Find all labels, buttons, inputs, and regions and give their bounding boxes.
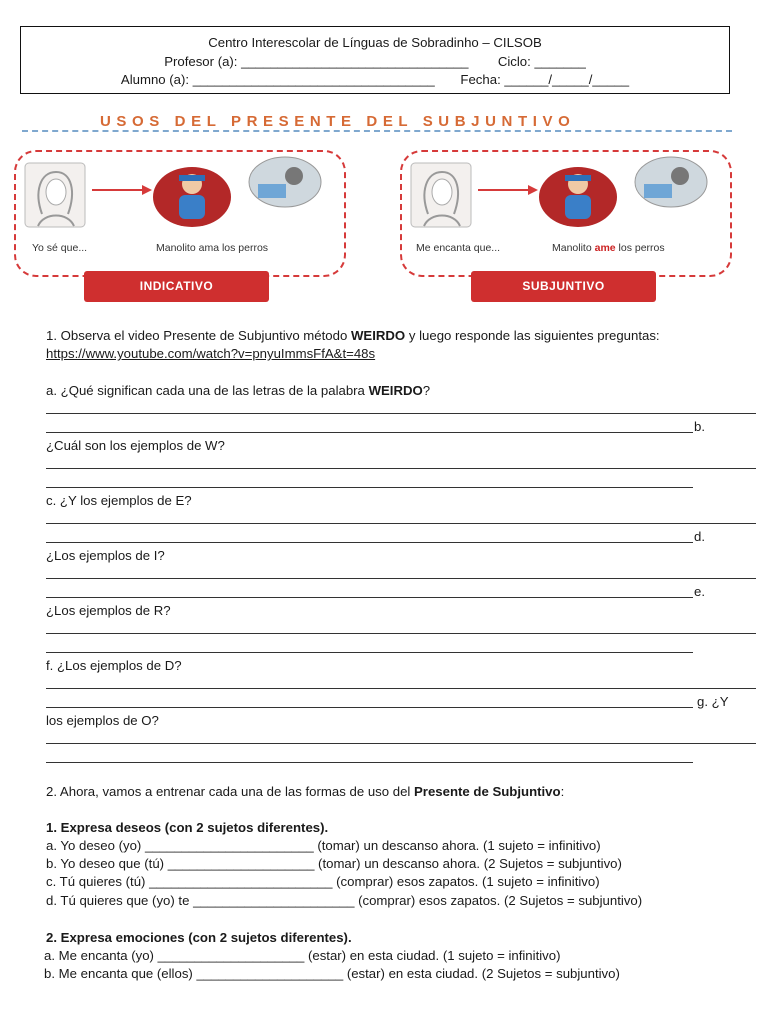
q2-s1-d: d. Tú quieres que (yo) te ______________________ (comprar) esos zapatos. (2 Sujetos = subjuntivo) xyxy=(46,893,643,908)
q2-s2-a: a. Me encanta (yo) ____________________ (estar) en esta ciudad. (1 sujeto = infinitivo) xyxy=(44,948,561,963)
q1-b-marker: b. xyxy=(694,419,705,434)
arrow-right-icon xyxy=(478,184,538,196)
answer-line[interactable] xyxy=(46,487,693,488)
subjuntivo-panel xyxy=(400,150,732,277)
indicativo-tag: INDICATIVO xyxy=(84,271,269,302)
answer-line[interactable] xyxy=(46,707,693,708)
indicativo-caption-a: Yo sé que... xyxy=(32,242,88,254)
q1-f: f. ¿Los ejemplos de D? xyxy=(46,658,182,673)
answer-line[interactable] xyxy=(46,523,756,524)
answer-line[interactable] xyxy=(46,633,756,634)
video-link[interactable]: https://www.youtube.com/watch?v=pnyuImmsFfA&t=48s xyxy=(46,346,376,361)
subjunctive-verb: ame xyxy=(594,242,616,254)
banner-divider xyxy=(22,130,732,132)
q1-g-marker: g. ¿Y xyxy=(697,694,729,709)
answer-line[interactable] xyxy=(46,762,693,763)
q1-intro: 1. Observa el video Presente de Subjuntivo método WEIRDO y luego responde las siguientes preguntas: xyxy=(46,328,660,343)
answer-line[interactable] xyxy=(46,652,693,653)
q2-s2-b: b. Me encanta que (ellos) ____________________ (estar) en esta ciudad. (2 Sujetos = subjuntivo) xyxy=(44,966,620,981)
teacher-field: Profesor (a): _______________________________ xyxy=(164,53,469,69)
arrow-right-icon xyxy=(92,184,152,196)
cycle-field: Ciclo: _______ xyxy=(497,53,586,69)
answer-line[interactable] xyxy=(46,597,693,598)
answer-line[interactable] xyxy=(46,468,756,469)
worksheet-header xyxy=(20,26,730,94)
q2-intro: 2. Ahora, vamos a entrenar cada una de las formas de uso del Presente de Subjuntivo: xyxy=(46,784,565,799)
q1-c: c. ¿Y los ejemplos de E? xyxy=(46,493,192,508)
answer-line[interactable] xyxy=(46,413,756,414)
student-field: Alumno (a): _________________________________ xyxy=(120,72,435,87)
q2-s1-a: a. Yo deseo (yo) _______________________ (tomar) un descanso ahora. (1 sujeto = infinitivo) xyxy=(46,838,601,853)
teacher-cycle-row xyxy=(21,53,729,72)
q2-s1-c: c. Tú quieres (tú) _________________________ (comprar) esos zapatos. (1 sujeto = infinitivo) xyxy=(46,874,600,889)
subjuntivo-caption-b: Manolito ame los perros xyxy=(552,242,665,254)
student-date-row xyxy=(21,71,729,90)
q2-section1-title: 1. Expresa deseos (con 2 sujetos diferentes). xyxy=(46,820,329,835)
boy-icon xyxy=(152,166,232,228)
q2-s1-b: b. Yo deseo que (tú) ____________________ (tomar) un descanso ahora. (2 Sujetos = subjuntivo) xyxy=(46,856,622,871)
q1-b: ¿Cuál son los ejemplos de W? xyxy=(46,438,225,453)
answer-line[interactable] xyxy=(46,542,693,543)
indicativo-panel xyxy=(14,150,346,277)
dog-photo-icon xyxy=(248,156,322,208)
q2-section2-title: 2. Expresa emociones (con 2 sujetos diferentes). xyxy=(46,930,352,945)
date-field: Fecha: ______/_____/_____ xyxy=(460,72,630,87)
answer-line[interactable] xyxy=(46,688,756,689)
q1-g: los ejemplos de O? xyxy=(46,713,159,728)
woman-icon xyxy=(410,162,472,228)
subjuntivo-caption-a: Me encanta que... xyxy=(416,242,501,254)
banner-title: USOS DEL PRESENTE DEL SUBJUNTIVO xyxy=(100,113,576,130)
answer-line[interactable] xyxy=(46,578,756,579)
woman-icon xyxy=(24,162,86,228)
indicativo-caption-b: Manolito ama los perros xyxy=(156,242,269,254)
q1-e-marker: e. xyxy=(694,584,705,599)
q1-e: ¿Los ejemplos de R? xyxy=(46,603,171,618)
dog-photo-icon xyxy=(634,156,708,208)
school-name: Centro Interescolar de Línguas de Sobradinho – CILSOB xyxy=(208,35,542,50)
q1-d: ¿Los ejemplos de I? xyxy=(46,548,165,563)
subjuntivo-tag: SUBJUNTIVO xyxy=(471,271,656,302)
answer-line[interactable] xyxy=(46,432,693,433)
answer-line[interactable] xyxy=(46,743,756,744)
q1-a: a. ¿Qué significan cada una de las letras de la palabra WEIRDO? xyxy=(46,383,431,398)
boy-icon xyxy=(538,166,618,228)
q1-d-marker: d. xyxy=(694,529,705,544)
